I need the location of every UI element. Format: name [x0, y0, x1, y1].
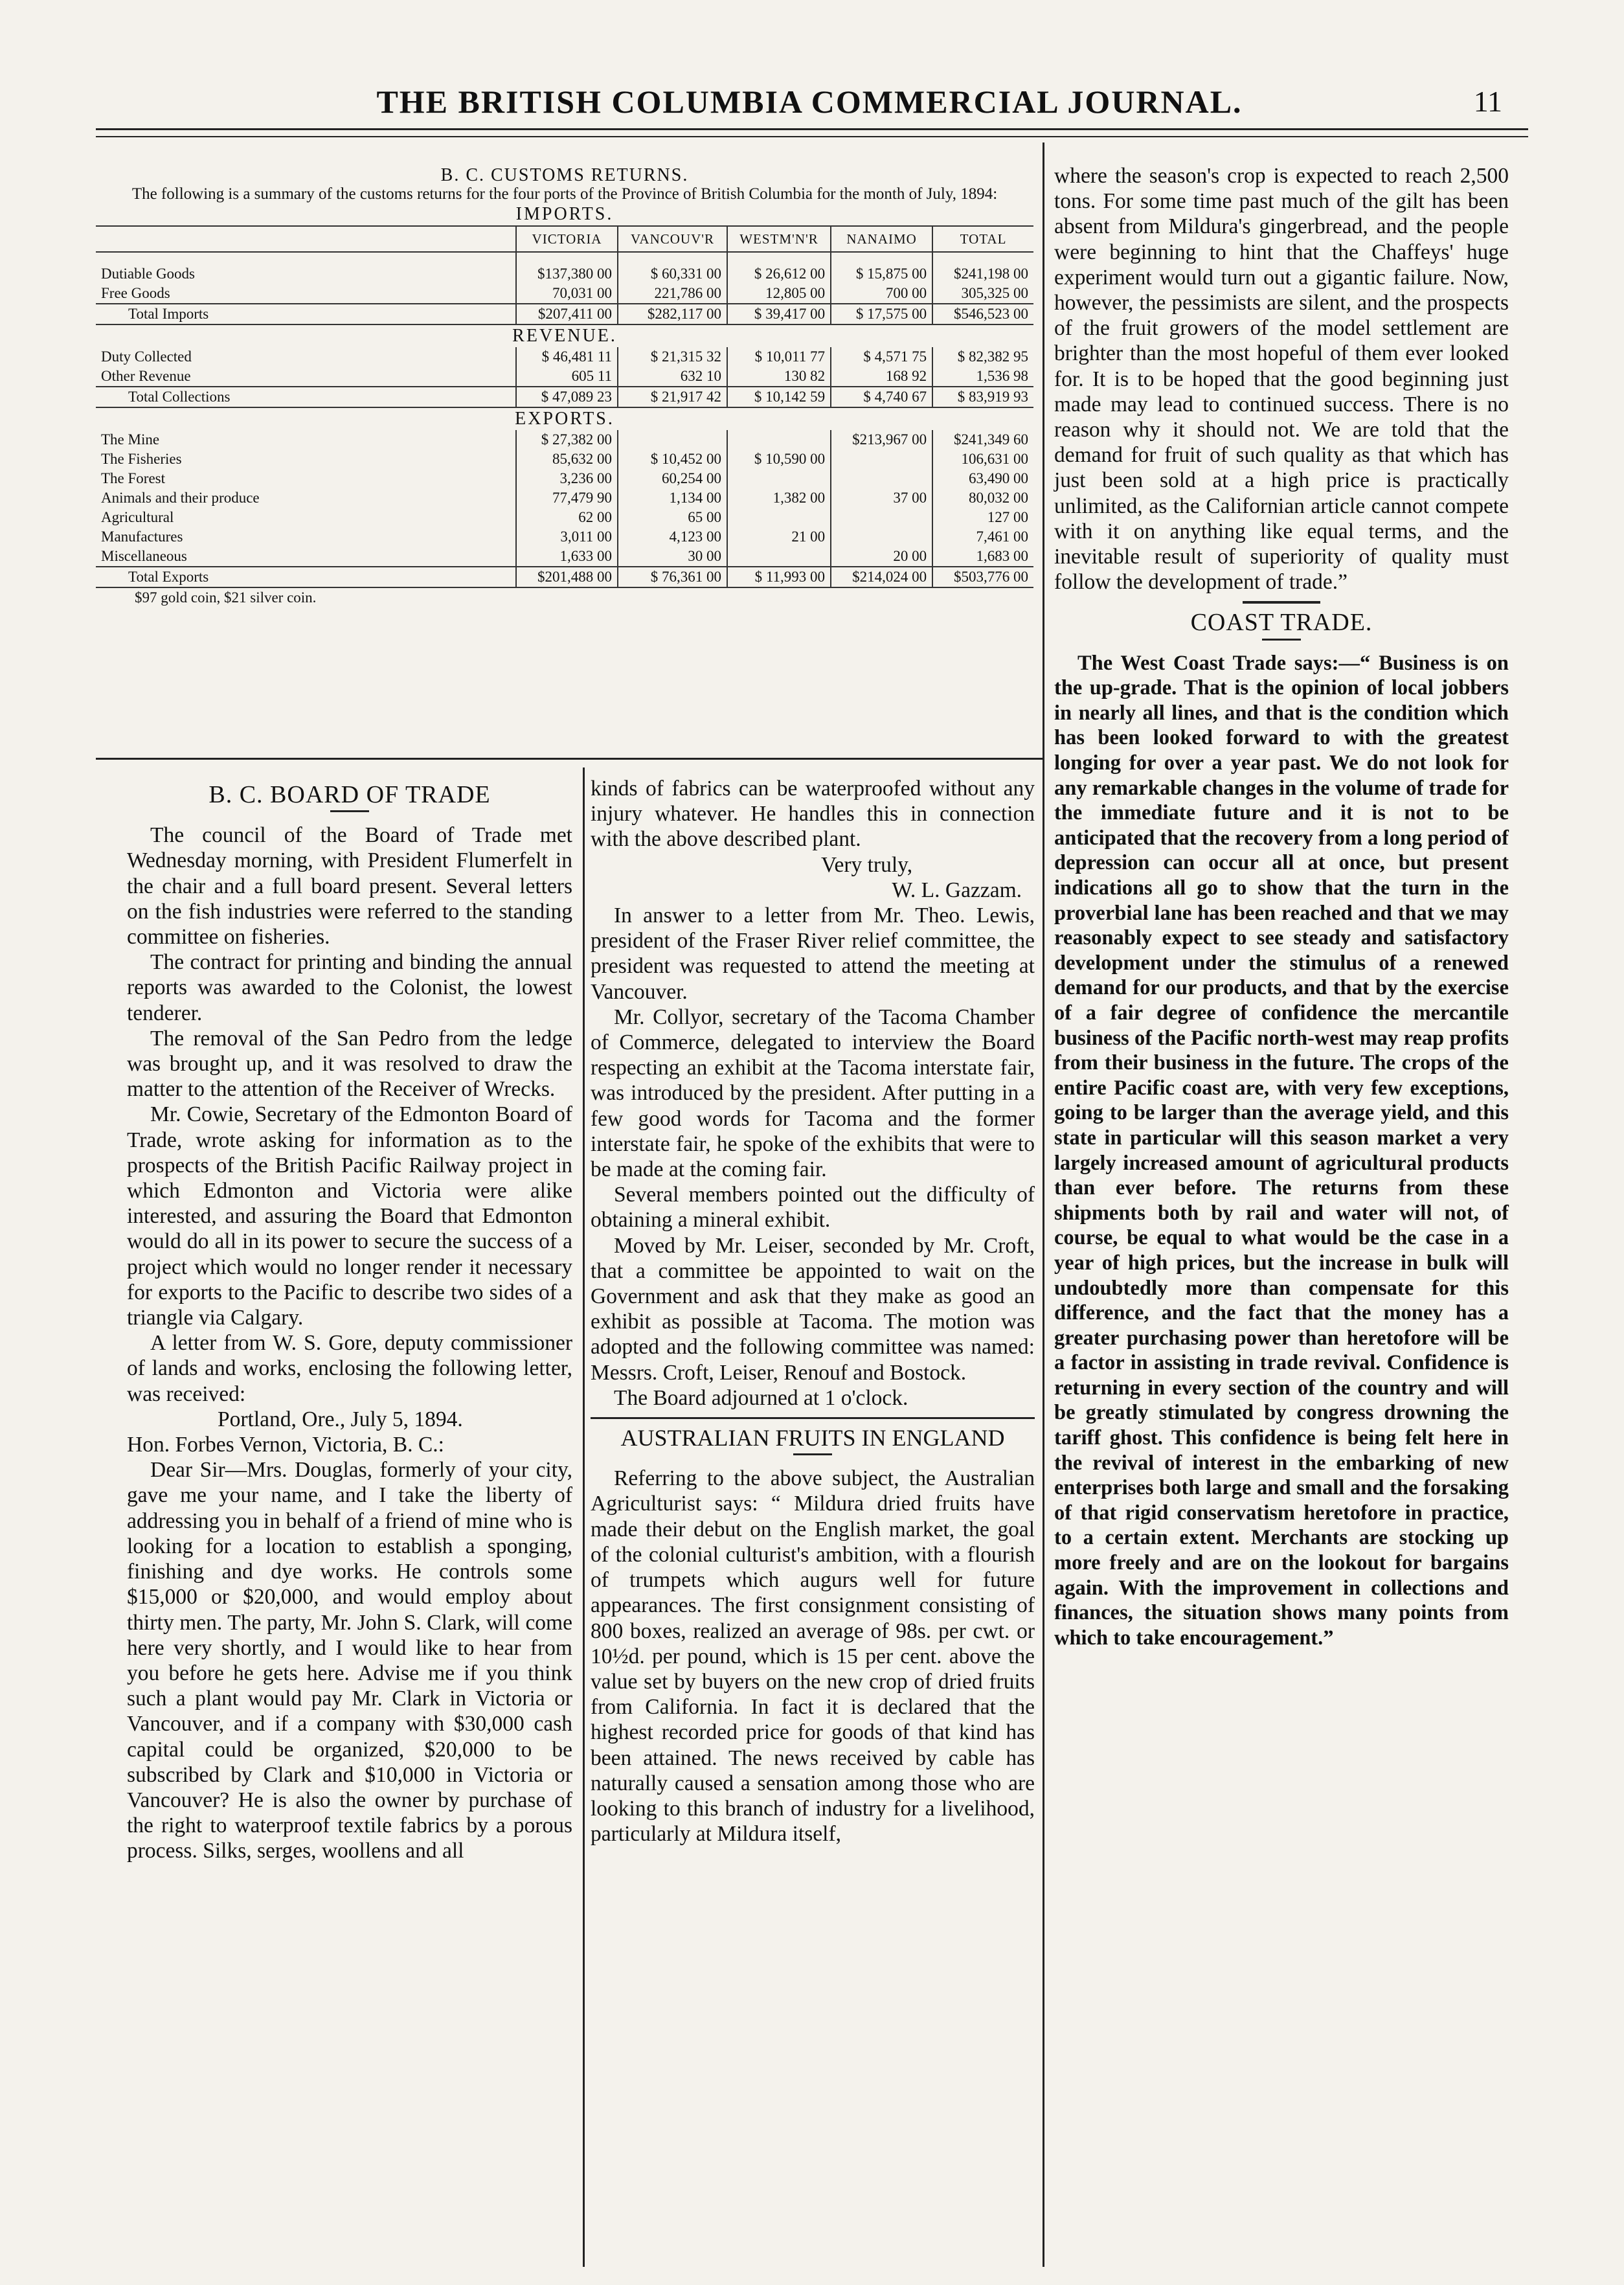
- cell: 62 00: [516, 508, 618, 527]
- row-label: Agricultural: [101, 509, 174, 525]
- cell: $ 11,993 00: [727, 567, 831, 587]
- customs-returns: [96, 166, 1033, 608]
- heading-dash: [793, 1453, 832, 1455]
- cell: $ 82,382 95: [932, 347, 1033, 367]
- cell: $546,523 00: [932, 304, 1033, 324]
- cell: [727, 547, 831, 567]
- header-blank: [96, 226, 516, 252]
- cell: 632 10: [618, 367, 727, 387]
- row-label: Other Revenue: [101, 368, 191, 384]
- cell: $503,776 00: [932, 567, 1033, 587]
- exports-label: EXPORTS.: [515, 409, 615, 429]
- cell: $ 27,382 00: [516, 430, 618, 449]
- cell: $ 17,575 00: [831, 304, 932, 324]
- revenue-label: REVENUE.: [512, 326, 617, 346]
- imports-label: IMPORTS.: [515, 204, 614, 224]
- column-left: [127, 776, 572, 1864]
- table-row: [96, 449, 1033, 469]
- cell: $ 26,612 00: [727, 264, 831, 284]
- cell: $ 10,590 00: [727, 449, 831, 469]
- cell: 168 92: [831, 367, 932, 387]
- cell: 1,683 00: [932, 547, 1033, 567]
- paragraph: The Board adjourned at 1 o'clock.: [614, 1385, 908, 1410]
- page-number: 11: [1473, 85, 1502, 118]
- row-label: Manufactures: [101, 529, 183, 545]
- cell: 106,631 00: [932, 449, 1033, 469]
- masthead-rule-thin: [96, 136, 1528, 137]
- row-label: The Forest: [101, 470, 166, 486]
- cell: $ 15,875 00: [831, 264, 932, 284]
- cell: 700 00: [831, 284, 932, 304]
- cell: 63,490 00: [932, 469, 1033, 488]
- row-label: Total Imports: [96, 304, 516, 324]
- column-right: [1054, 163, 1509, 1650]
- cell: $ 46,481 11: [516, 347, 618, 367]
- paragraph: In answer to a letter from Mr. Theo. Lewis, president of the Fraser River relief committee, the president was requested to attend the meeting at Vancouver.: [591, 904, 1035, 1004]
- cell: $241,349 60: [932, 430, 1033, 449]
- cell: 130 82: [727, 367, 831, 387]
- paragraph: Several members pointed out the difficulty of obtaining a mineral exhibit.: [591, 1183, 1035, 1233]
- customs-intro: The following is a summary of the customs returns for the four ports of the Province of British Columbia for the month of July, 1894:: [131, 185, 998, 203]
- total-row: [96, 304, 1033, 324]
- cell: 3,236 00: [516, 469, 618, 488]
- row-label: Miscellaneous: [101, 548, 187, 564]
- cell: 70,031 00: [516, 284, 618, 304]
- cell: 21 00: [727, 527, 831, 547]
- cell: $ 39,417 00: [727, 304, 831, 324]
- table-row: [96, 469, 1033, 488]
- paragraph: Mr. Collyor, secretary of the Tacoma Chamber of Commerce, delegated to interview the Board respecting an exhibit at the Tacoma interstate fair, was introduced by the president. After putting in a few good words for Tacoma and the former interstate fair, he spoke of the exhibits that were to be made at the coming fair.: [591, 1005, 1035, 1182]
- table-row: [96, 264, 1033, 284]
- paragraph: Dear Sir—Mrs. Douglas, formerly of your city, gave me your name, and I take the liberty of addressing you in behalf of a friend of mine who is looking for a location to establish a sponging, finishing and dye works. He controls some $15,000 or $20,000, and would employ about thirty men. The party, Mr. John S. Clark, will come here very shortly, and I would like to hear from you before he gets here. Advise me if you think such a plant would pay Mr. Clark in Victoria or Vancouver, and if a company with $30,000 cash capital could be organized, $20,000 to be subscribed by Clark and $10,000 in Victoria or Vancouver? He is also the owner by purchase of the right to waterproof textile fabrics by a porous process. Silks, serges, woollens and all: [127, 1458, 572, 1863]
- row-label: Animals and their produce: [101, 490, 260, 506]
- cell: $ 83,919 93: [932, 387, 1033, 407]
- column-rule: [1043, 142, 1044, 2267]
- cell: 80,032 00: [932, 488, 1033, 508]
- cell: $201,488 00: [516, 567, 618, 587]
- cell: 77,479 90: [516, 488, 618, 508]
- letter-closing: Very truly,: [821, 852, 913, 877]
- row-label: The Mine: [101, 431, 160, 448]
- cell: [831, 449, 932, 469]
- paragraph: A letter from W. S. Gore, deputy commissioner of lands and works, enclosing the following letter, was received:: [127, 1331, 572, 1406]
- cell: [727, 469, 831, 488]
- paragraph: Referring to the above subject, the Australian Agriculturist says: “ Mildura dried fruits have made their debut on the English market, the goal of the colonial culturist's ambition, with a flourish of trumpets which augurs well for future appearances. The first consignment consisting of 800 boxes, realized an average of 98s. per cwt. or 10½d. per pound, which is 15 per cent. above the value set by buyers on the new crop of dried fruits from California. In fact it is declared that the highest recorded price for goods of that kind has been attained. The news received by cable has naturally caused a sensation among those who are looking to this branch of industry for a livelihood, particularly at Mildura itself,: [591, 1466, 1035, 1847]
- cell: 305,325 00: [932, 284, 1033, 304]
- cell: [831, 508, 932, 527]
- cell: $ 21,315 32: [618, 347, 727, 367]
- cell: 1,134 00: [618, 488, 727, 508]
- cell: 7,461 00: [932, 527, 1033, 547]
- table-row: [96, 430, 1033, 449]
- table-row: [96, 284, 1033, 304]
- cell: 60,254 00: [618, 469, 727, 488]
- cell: $ 10,142 59: [727, 387, 831, 407]
- letter-dateline: Portland, Ore., July 5, 1894.: [218, 1407, 463, 1431]
- row-label: Free Goods: [101, 285, 170, 301]
- header-cell: VICTORIA: [516, 226, 618, 252]
- table-row: [96, 488, 1033, 508]
- cell: $ 4,740 67: [831, 387, 932, 407]
- cell: [831, 527, 932, 547]
- cell: 4,123 00: [618, 527, 727, 547]
- paragraph: The removal of the San Pedro from the ledge was brought up, and it was resolved to draw the matter to the attention of the Receiver of Wrecks.: [127, 1026, 572, 1102]
- coast-heading: COAST TRADE.: [1190, 609, 1373, 637]
- total-row: [96, 387, 1033, 407]
- cell: $ 60,331 00: [618, 264, 727, 284]
- row-label: Dutiable Goods: [101, 266, 196, 282]
- cell: 3,011 00: [516, 527, 618, 547]
- cell: 65 00: [618, 508, 727, 527]
- paragraph: Mr. Cowie, Secretary of the Edmonton Board of Trade, wrote asking for information as to the prospects of the British Pacific Railway project in which Edmonton and Victoria were alike interested, and assuring the Board that Edmonton would do all in its power to secure the success of a project which would no longer render it necessary for exports to the Pacific to describe two sides of a triangle via Calgary.: [127, 1102, 572, 1330]
- cell: [727, 430, 831, 449]
- row-label: Total Exports: [96, 567, 516, 587]
- cell: 127 00: [932, 508, 1033, 527]
- header-cell: VANCOUV'R: [618, 226, 727, 252]
- letter-addressee: Hon. Forbes Vernon, Victoria, B. C.:: [127, 1433, 444, 1457]
- column-middle: [591, 776, 1035, 1847]
- cell: $ 4,571 75: [831, 347, 932, 367]
- table-row: [96, 367, 1033, 387]
- cell: 30 00: [618, 547, 727, 567]
- table-bottom-rule: [96, 758, 1043, 760]
- row-label: Duty Collected: [101, 348, 192, 365]
- cell: 20 00: [831, 547, 932, 567]
- paragraph: kinds of fabrics can be waterproofed without any injury whatever. He handles this in connection with the above described plant.: [591, 777, 1035, 852]
- header-cell: TOTAL: [932, 226, 1033, 252]
- letter-signature: W. L. Gazzam.: [892, 878, 1022, 902]
- cell: 1,536 98: [932, 367, 1033, 387]
- cell: 605 11: [516, 367, 618, 387]
- cell: $207,411 00: [516, 304, 618, 324]
- cell: $282,117 00: [618, 304, 727, 324]
- cell: [618, 430, 727, 449]
- board-heading: B. C. BOARD OF TRADE: [209, 781, 491, 808]
- cell: 12,805 00: [727, 284, 831, 304]
- customs-table: [96, 225, 1033, 588]
- cell: $ 10,452 00: [618, 449, 727, 469]
- cell: 221,786 00: [618, 284, 727, 304]
- cell: $241,198 00: [932, 264, 1033, 284]
- cell: 85,632 00: [516, 449, 618, 469]
- table-row: [96, 347, 1033, 367]
- cell: $ 47,089 23: [516, 387, 618, 407]
- cell: $ 76,361 00: [618, 567, 727, 587]
- heading-dash: [330, 810, 369, 812]
- paragraph: Moved by Mr. Leiser, seconded by Mr. Croft, that a committee be appointed to wait on the Government and ask that they make as good an exhibit as possible at Tacoma. The motion was adopted and the following committee was named: Messrs. Croft, Leiser, Renouf and Bostock.: [591, 1233, 1035, 1385]
- table-row: [96, 547, 1033, 567]
- paragraph: The council of the Board of Trade met Wednesday morning, with President Flumerfelt in the chair and a full board present. Several letters on the fish industries were referred to the standing committee on fisheries.: [127, 823, 572, 949]
- table-row: [96, 527, 1033, 547]
- section-divider: [1243, 601, 1320, 604]
- journal-title: THE BRITISH COLUMBIA COMMERCIAL JOURNAL.: [376, 84, 1243, 120]
- column-rule: [583, 767, 585, 2267]
- section-rule: [591, 1417, 1035, 1419]
- cell: $ 10,011 77: [727, 347, 831, 367]
- table-row: [96, 508, 1033, 527]
- paragraph: where the season's crop is expected to reach 2,500 tons. For some time past much of the gilt has been absent from Mildura's gingerbread, and the people were beginning to hint that the Chaffeys' huge experiment would turn out a gigantic failure. Now, however, the pessimists are silent, and the prospects of the fruit growers of the model settlement are brighter than the most hopeful of them ever looked for. It is to be hoped that the good beginning just made may lead to continued success. There is no reason why it should not. We are told that the demand for fruit of such quality as that which has just been sold at a high price is practically unlimited, as the Californian article cannot compete with it on anything like equal terms, and the inevitable result of superiority of quality must follow the development of trade.”: [1054, 164, 1509, 595]
- header-cell: NANAIMO: [831, 226, 932, 252]
- masthead: [117, 76, 1502, 128]
- header-cell: WESTM'N'R: [727, 226, 831, 252]
- row-label: The Fisheries: [101, 451, 182, 467]
- cell: [727, 508, 831, 527]
- heading-dash: [1262, 639, 1301, 641]
- australian-heading: AUSTRALIAN FRUITS IN ENGLAND: [620, 1425, 1005, 1451]
- cell: $137,380 00: [516, 264, 618, 284]
- cell: 1,382 00: [727, 488, 831, 508]
- paragraph: The West Coast Trade says:—“ Business is on the up-grade. That is the opinion of local jobbers in nearly all lines, and that is the condition which has been looked forward to with the greatest longing for over a year past. We do not look for any remarkable changes in the volume of trade for the immediate future and it is not to be anticipated that the recovery from a long period of depression can occur all at once, but present indications all go to show that the turn in the proverbial lane has been reached and that we may reasonably expect to see steady and satisfactory development under the stimulus of a renewed demand for our products, and that by the exercise of a fair degree of confidence the mercantile business of the Pacific north-west may reap profits from their business in the future. The crops of the entire Pacific coast are, with very few exceptions, going to be larger than the average yield, and this state in particular will this season market a very largely increased amount of agricultural products than ever before. The returns from these shipments both by rail and water will not, of course, be equal to what would be the case in a year of high prices, but the increase in bulk will undoubtedly more than compensate for this difference, and the fact that the money has a greater purchasing power than heretofore will be a factor in assisting in trade revival. Confidence is returning in every section of the country and will be greatly stimulated by congress drowning the tariff ghost. This confidence is being felt here in the revival of interest in the embarking of new enterprises both large and small and the forsaking of that rigid conservatism heretofore in practice, to a certain extent. Merchants are stocking up more freely and are on the lookout for bargains again. With the improvement in collections and finances, the situation shows many points from which to take encouragement.”: [1054, 651, 1509, 1650]
- cell: 37 00: [831, 488, 932, 508]
- table-header-row: [96, 226, 1033, 252]
- cell: $ 21,917 42: [618, 387, 727, 407]
- masthead-rule: [96, 128, 1528, 130]
- cell: $213,967 00: [831, 430, 932, 449]
- cell: $214,024 00: [831, 567, 932, 587]
- customs-footnote: $97 gold coin, $21 silver coin.: [135, 589, 317, 606]
- total-row: [96, 567, 1033, 587]
- cell: [831, 469, 932, 488]
- paragraph: The contract for printing and binding the annual reports was awarded to the Colonist, the lowest tenderer.: [127, 950, 572, 1025]
- row-label: Total Collections: [96, 387, 516, 407]
- customs-title: B. C. CUSTOMS RETURNS.: [440, 165, 689, 185]
- cell: 1,633 00: [516, 547, 618, 567]
